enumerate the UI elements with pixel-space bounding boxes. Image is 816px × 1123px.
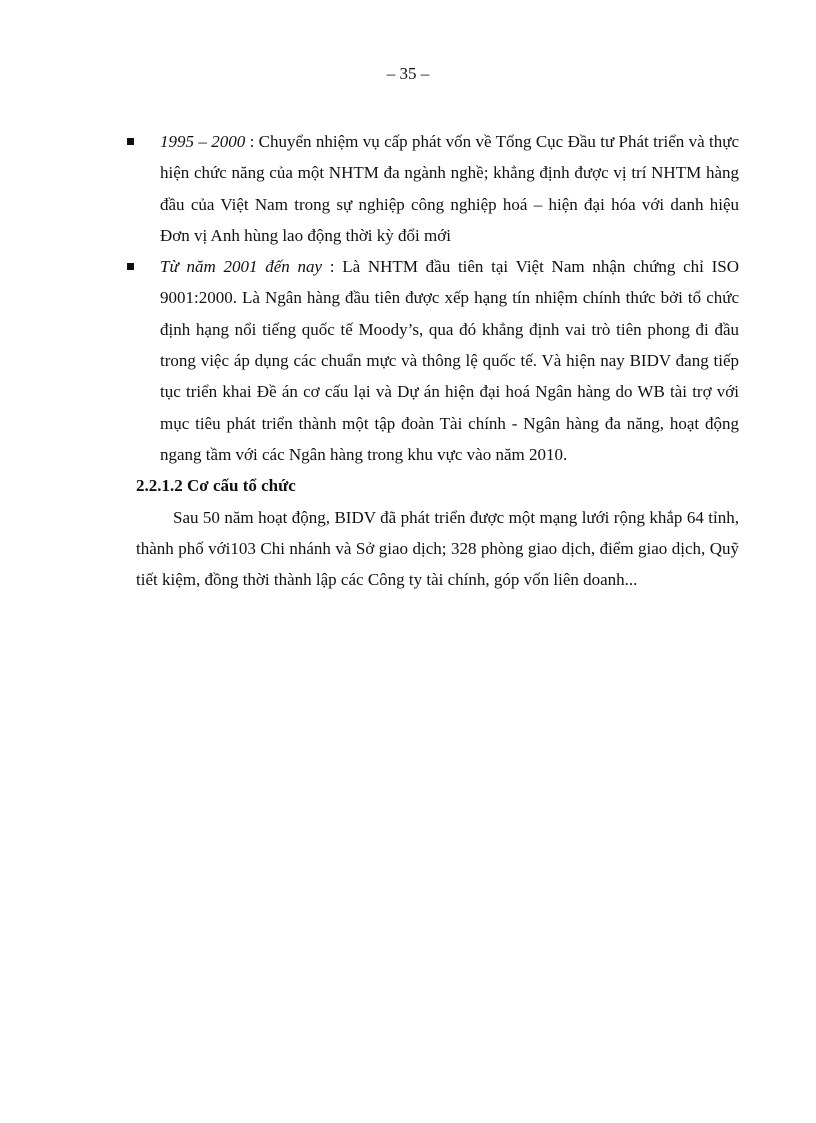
square-bullet-icon [127, 263, 134, 270]
bullet-term: 1995 – 2000 [160, 132, 246, 151]
bullet-item-1995-2000 [136, 126, 739, 251]
section-paragraph: Sau 50 năm hoạt động, BIDV đã phát triển được một mạng lưới rộng khắp 64 tỉnh, thành phố với103 Chi nhánh và Sở giao dịch; 328 phòng giao dịch, điểm giao dịch, Quỹ tiết kiệm, đồng thời thành lập các Công ty tài chính, góp vốn liên doanh... [136, 507, 739, 590]
section-heading: 2.2.1.2 Cơ cấu tổ chức [136, 476, 296, 496]
bullet-term: Từ năm 2001 đến nay [160, 257, 323, 277]
bullet-text: : Là NHTM đầu tiên tại Việt Nam nhận chứng chỉ ISO 9001:2000. Là Ngân hàng đầu tiên được xếp hạng tín nhiệm chính thức bởi tổ chức định hạng nổi tiếng quốc tế Moody’s, qua đó khẳng định vai trò tiên phong đi đầu trong việc áp dụng các chuẩn mực và thông lệ quốc tế. Và hiện nay BIDV đang tiếp tục triển khai Đề án cơ cấu lại và Dự án hiện đại hoá Ngân hàng do WB tài trợ với mục tiêu phát triển thành một tập đoàn Tài chính - Ngân hàng đa năng, hoạt động ngang tầm với các Ngân hàng trong khu vực vào năm 2010. [160, 257, 739, 464]
page-number: – 35 – [386, 64, 430, 83]
square-bullet-icon [127, 138, 134, 145]
page-body [136, 126, 739, 595]
bullet-text: : Chuyển nhiệm vụ cấp phát vốn về Tổng Cục Đầu tư Phát triển và thực hiện chức năng của một NHTM đa ngành nghề; khẳng định được vị trí NHTM hàng đầu của Việt Nam trong sự nghiệp công nghiệp hoá – hiện đại hóa với danh hiệu Đơn vị Anh hùng lao động thời kỳ đổi mới [160, 132, 739, 245]
bullet-item-2001-present [136, 251, 739, 470]
